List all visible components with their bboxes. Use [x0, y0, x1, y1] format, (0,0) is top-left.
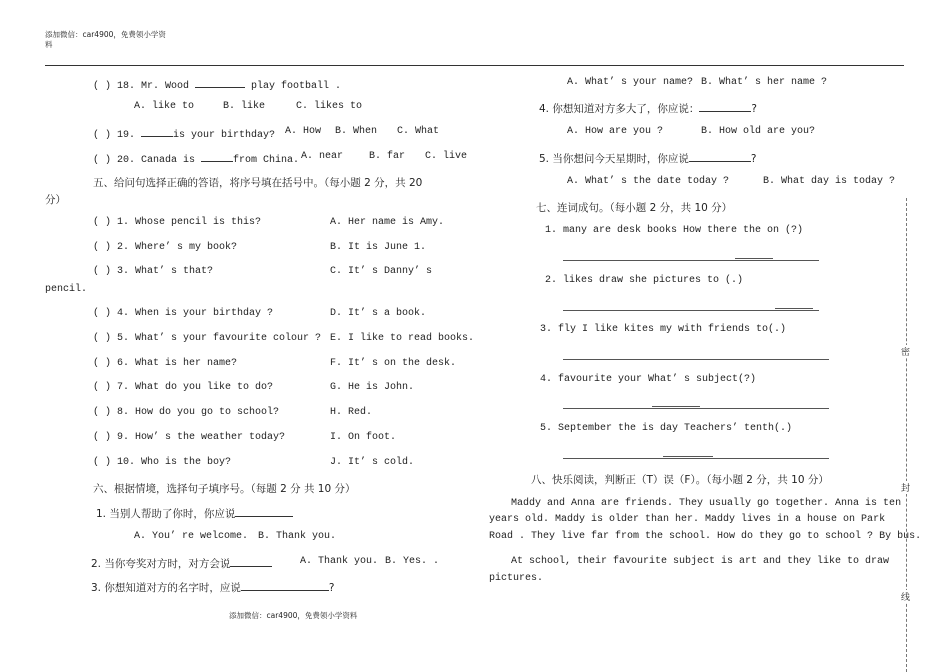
binding-mark-mi: 密 — [901, 345, 910, 358]
answer-blank[interactable] — [235, 506, 293, 517]
match-question-7: ( ) 7. What do you like to do? — [93, 382, 274, 393]
match-question-4: ( ) 4. When is your birthday ? — [93, 308, 274, 319]
situation-3-option-a: A. What’ s your name? — [567, 77, 694, 88]
situation-5-option-b: B. What day is today ? — [763, 176, 896, 187]
match-answer-g: G. He is John. — [330, 382, 415, 393]
match-question-3: ( ) 3. What’ s that? — [93, 266, 214, 277]
situation-4-option-b: B. How old are you? — [701, 126, 816, 137]
word-order-4: 4. favourite your What’ s subject(?) — [540, 374, 757, 385]
match-question-8: ( ) 8. How do you go to school? — [93, 407, 280, 418]
situation-4-option-a: A. How are you ? — [567, 126, 664, 137]
word-order-2: 2. likes draw she pictures to (.) — [545, 275, 744, 286]
situation-1: 1. 当别人帮助了你时，你应说 — [96, 506, 293, 521]
answer-blank[interactable] — [230, 556, 272, 567]
match-answer-b: B. It is June 1. — [330, 242, 427, 253]
match-question-1: ( ) 1. Whose pencil is this? — [93, 217, 262, 228]
word-order-3: 3. fly I like kites my with friends to(.) — [540, 324, 787, 335]
word-order-5: 5. September the is day Teachers’ tenth(.) — [540, 423, 793, 434]
q20-option-a: A. near — [301, 151, 344, 162]
q19-option-b: B. When — [335, 126, 378, 137]
answer-line-4[interactable] — [563, 408, 829, 409]
answer-blank[interactable] — [699, 101, 751, 112]
situation-5: 5. 当你想问今天星期时，你应说 ? — [539, 153, 757, 165]
match-answer-c-cont: pencil. — [45, 284, 88, 295]
answer-line-2-mark — [775, 308, 813, 309]
situation-2: 2. 当你夸奖对方时，对方会说 — [91, 556, 272, 571]
answer-blank[interactable] — [195, 77, 245, 88]
match-answer-d: D. It’ s a book. — [330, 308, 427, 319]
answer-blank[interactable] — [201, 151, 233, 162]
situation-5-option-a: A. What’ s the date today ? — [567, 176, 730, 187]
answer-blank[interactable] — [241, 580, 329, 591]
question-20: ( ) 20. Canada is from China. — [93, 151, 299, 166]
answer-line-2[interactable] — [563, 310, 819, 311]
q20-option-c: C. live — [425, 151, 468, 162]
answer-blank[interactable] — [689, 151, 751, 162]
section-6-title: 六、根据情境，选择句子填序号。（每题 2 分 共 10 分） — [93, 483, 356, 495]
q18-option-a: A. like to — [134, 101, 195, 112]
situation-3: 3. 你想知道对方的名字时，应说 ? — [91, 582, 335, 594]
answer-line-4-mark — [652, 406, 700, 407]
header-watermark-cont: 料 — [45, 40, 53, 49]
word-order-1: 1. many are desk books How there the on (?) — [545, 225, 804, 236]
reading-line-3: Road . They live far from the school. How do they go to school ? By bus. — [489, 531, 922, 542]
reading-line-1: Maddy and Anna are friends. They usually go together. Anna is ten — [511, 498, 902, 509]
situation-4: 4. 你想知道对方多大了，你应说： ? — [539, 103, 757, 115]
situation-1-option-b: B. Thank you. — [258, 531, 337, 542]
match-answer-j: J. It’ s cold. — [330, 457, 415, 468]
answer-line-5[interactable] — [563, 458, 829, 459]
section-5-title-cont: 分） — [45, 194, 66, 206]
binding-mark-feng: 封 — [901, 481, 910, 494]
q19-option-c: C. What — [397, 126, 440, 137]
q18-option-b: B. like — [223, 101, 266, 112]
situation-1-option-a: A. You’ re welcome. — [134, 531, 249, 542]
footer-watermark: 添加微信：car4900，免费领小学资料 — [229, 611, 358, 620]
answer-line-1-mark — [735, 258, 773, 259]
reading-line-4: At school, their favourite subject is art and they like to draw — [511, 556, 890, 567]
section-7-title: 七、连词成句。（每小题 2 分，共 10 分） — [536, 202, 733, 214]
match-answer-h: H. Red. — [330, 407, 373, 418]
match-question-9: ( ) 9. How’ s the weather today? — [93, 432, 286, 443]
match-question-2: ( ) 2. Where’ s my book? — [93, 242, 238, 253]
question-19: ( ) 19. is your birthday? — [93, 126, 275, 141]
question-18: ( ) 18. Mr. Wood play football . — [93, 77, 341, 92]
answer-blank[interactable] — [141, 126, 173, 137]
situation-3-option-b: B. What’ s her name ? — [701, 77, 828, 88]
match-question-6: ( ) 6. What is her name? — [93, 358, 238, 369]
header-watermark: 添加微信：car4900，免费领小学资 — [45, 30, 166, 39]
section-5-title: 五、给问句选择正确的答语，将序号填在括号中。（每小题 2 分，共 20 — [93, 177, 423, 189]
match-answer-f: F. It’ s on the desk. — [330, 358, 457, 369]
situation-2-option-b: B. Yes. . — [385, 556, 440, 567]
reading-line-2: years old. Maddy is older than her. Maddy lives in a house on Park — [489, 514, 886, 525]
situation-2-option-a: A. Thank you. — [300, 556, 379, 567]
section-8-title: 八、快乐阅读，判断正（T）误（F）。（每小题 2 分，共 10 分） — [531, 474, 829, 486]
answer-line-1[interactable] — [563, 260, 819, 261]
answer-line-5-mark — [663, 456, 713, 457]
header-rule — [45, 65, 904, 66]
binding-mark-xian: 线 — [901, 590, 910, 603]
answer-line-3[interactable] — [563, 359, 829, 360]
q18-option-c: C. likes to — [296, 101, 363, 112]
match-question-5: ( ) 5. What’ s your favourite colour ? — [93, 333, 322, 344]
q20-option-b: B. far — [369, 151, 406, 162]
match-answer-a: A. Her name is Amy. — [330, 217, 445, 228]
q19-option-a: A. How — [285, 126, 322, 137]
match-answer-e: E. I like to read books. — [330, 333, 475, 344]
reading-line-5: pictures. — [489, 573, 544, 584]
match-answer-i: I. On foot. — [330, 432, 397, 443]
match-question-10: ( ) 10. Who is the boy? — [93, 457, 232, 468]
match-answer-c: C. It’ s Danny’ s — [330, 266, 433, 277]
